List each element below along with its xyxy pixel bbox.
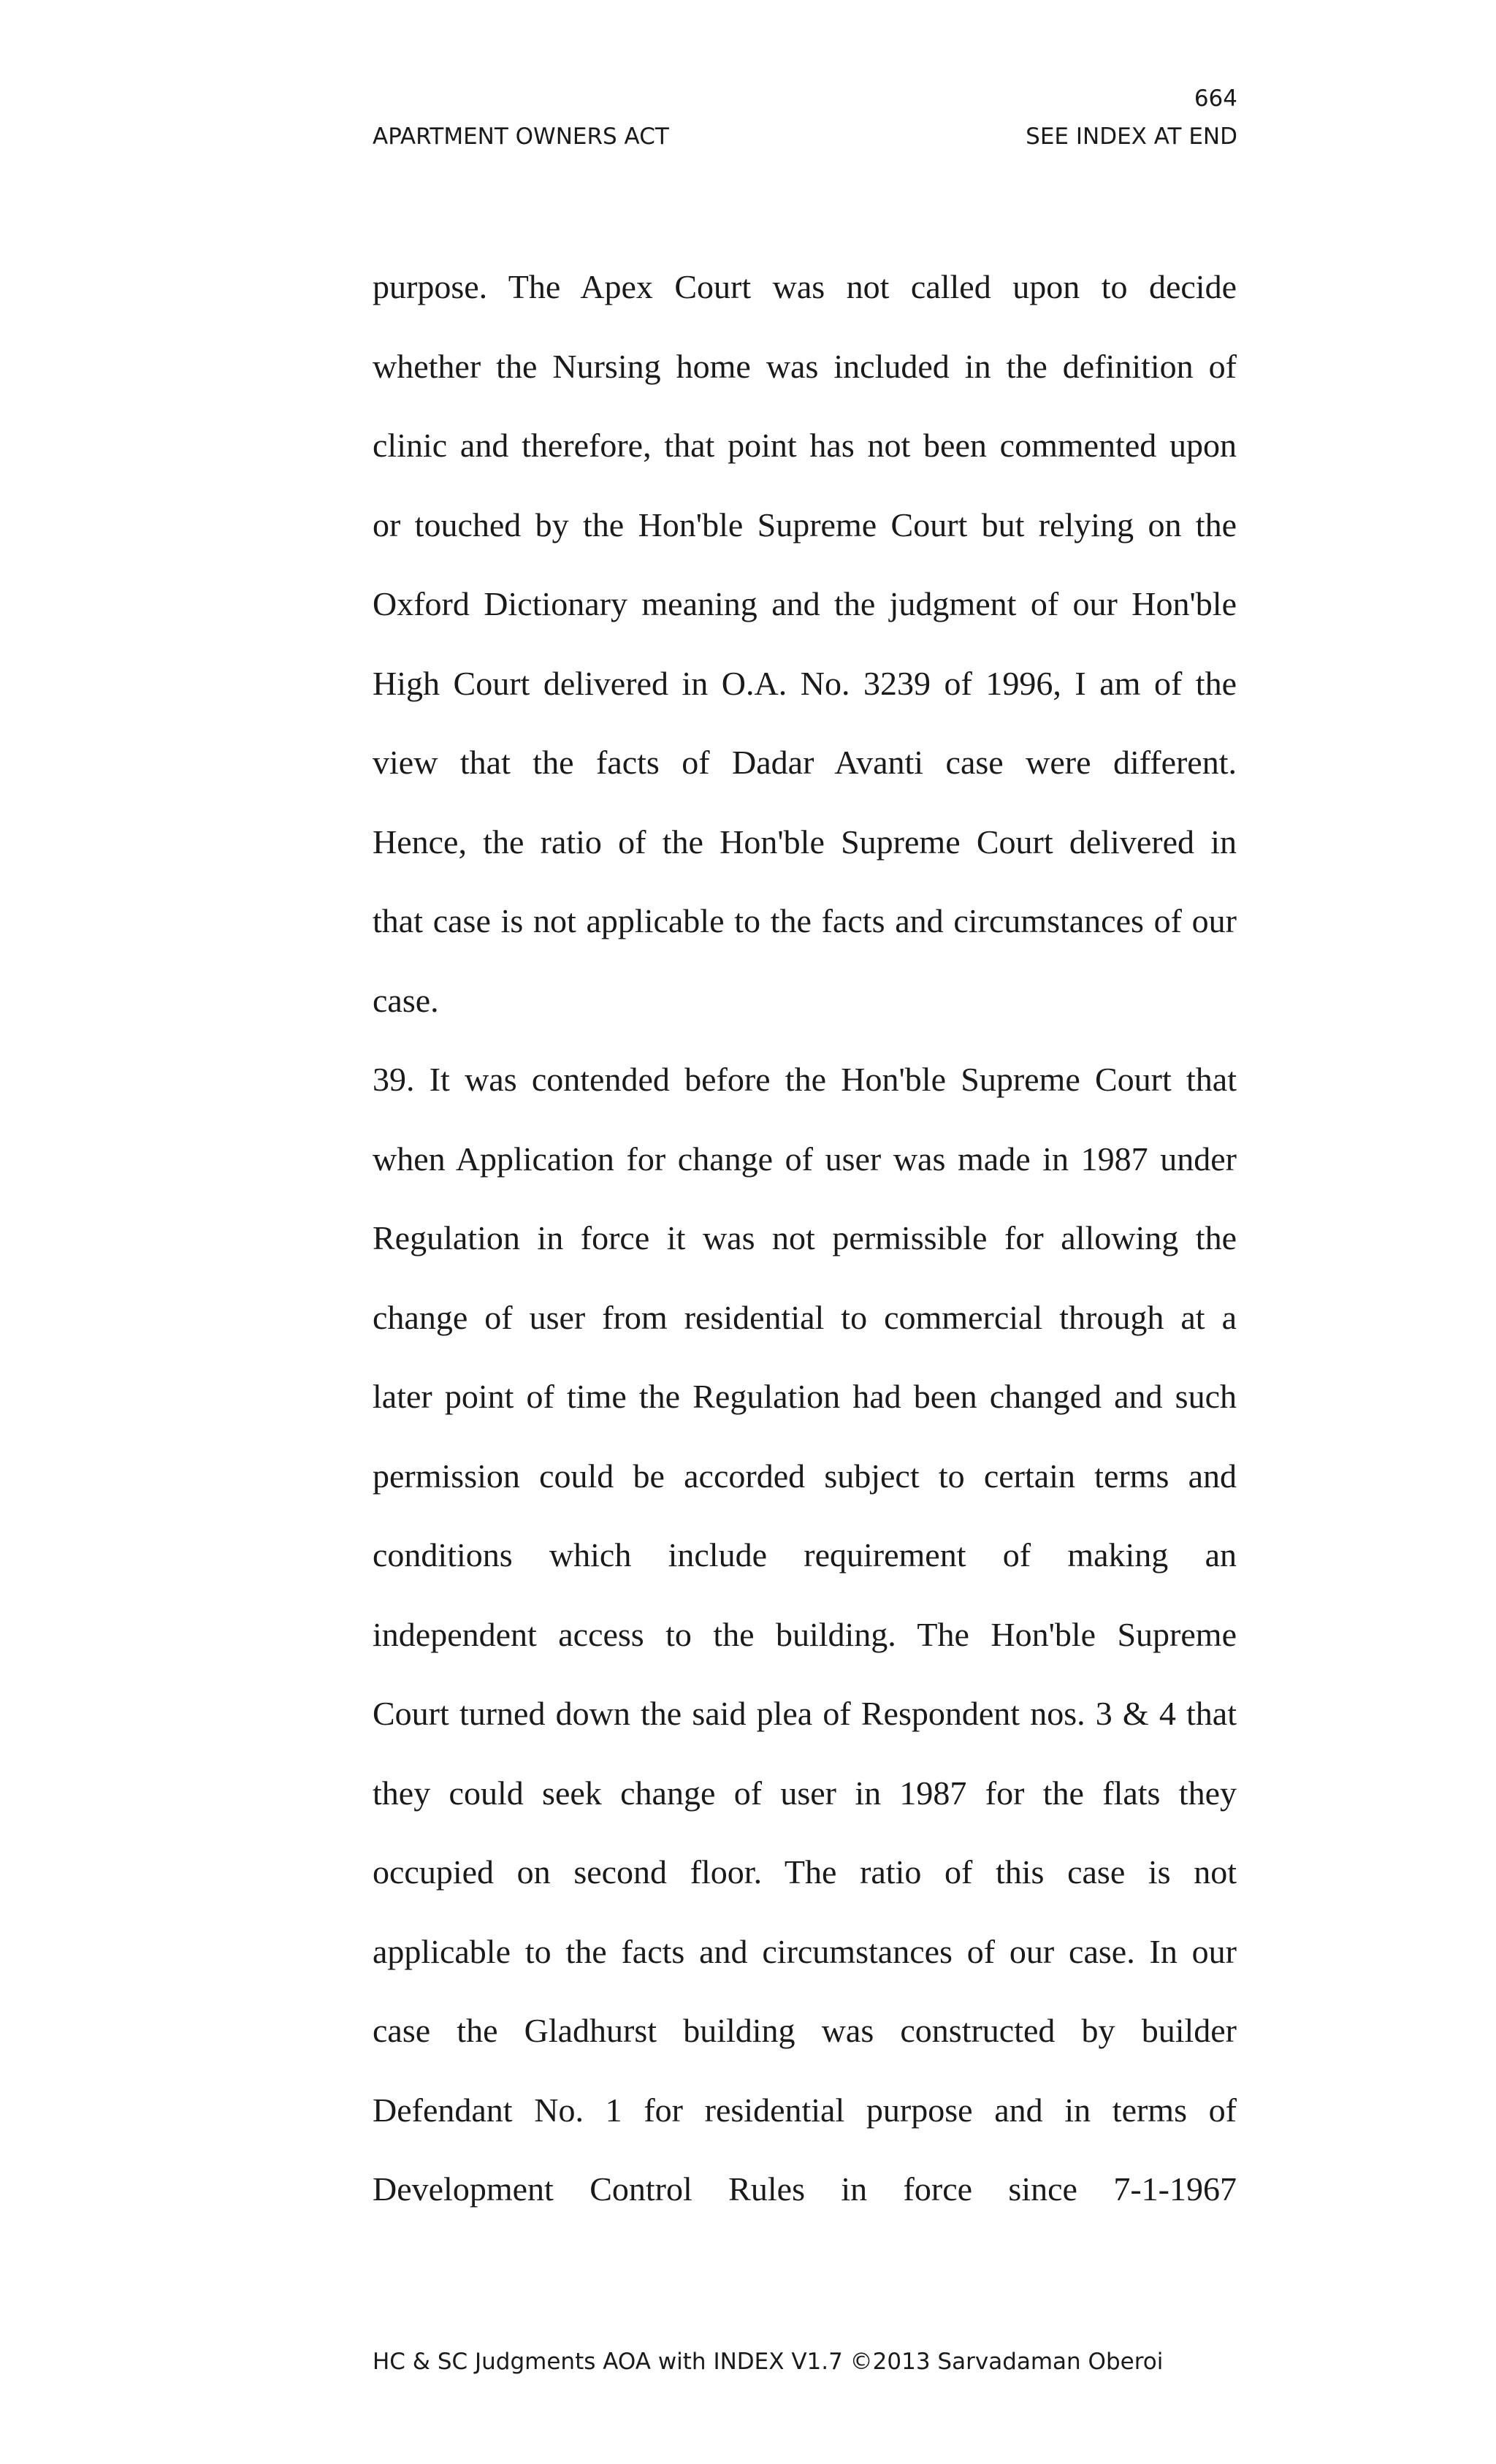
- body-line: Hence, the ratio of the Hon'ble Supreme Court delivered in: [373, 823, 1237, 861]
- body-line: permission could be accorded subject to certain terms and: [373, 1457, 1237, 1495]
- body-line: independent access to the building. The Hon'ble Supreme: [373, 1615, 1237, 1653]
- body-line: Court turned down the said plea of Respondent nos. 3 & 4 that: [373, 1695, 1237, 1732]
- body-line: or touched by the Hon'ble Supreme Court but relying on the: [373, 506, 1237, 543]
- body-line: case the Gladhurst building was constructed by builder: [373, 2012, 1237, 2049]
- body-line: conditions which include requirement of making an: [373, 1536, 1237, 1574]
- body-line: occupied on second floor. The ratio of this case is not: [373, 1853, 1237, 1891]
- body-line: Regulation in force it was not permissible for allowing the: [373, 1219, 1237, 1256]
- body-line: Defendant No. 1 for residential purpose and in terms of: [373, 2091, 1237, 2129]
- body-line: 39. It was contended before the Hon'ble Supreme Court that: [373, 1061, 1237, 1098]
- page-number: 664: [1194, 85, 1237, 112]
- body-line: applicable to the facts and circumstances of our case. In our: [373, 1932, 1237, 1970]
- body-line: Development Control Rules in force since 7-1-1967: [373, 2170, 1237, 2208]
- running-header-note: SEE INDEX AT END: [1026, 123, 1237, 150]
- judgment-text-body: [373, 262, 1237, 2243]
- body-line: clinic and therefore, that point has not been commented upon: [373, 427, 1237, 464]
- running-header-title: APARTMENT OWNERS ACT: [373, 123, 669, 150]
- page-footer: HC & SC Judgments AOA with INDEX V1.7 ©2013 Sarvadaman Oberoi: [373, 2349, 1164, 2375]
- body-line: later point of time the Regulation had been changed and such: [373, 1378, 1237, 1415]
- body-line: when Application for change of user was made in 1987 under: [373, 1140, 1237, 1178]
- body-line: that case is not applicable to the facts and circumstances of our: [373, 902, 1237, 939]
- body-line: purpose. The Apex Court was not called upon to decide: [373, 268, 1237, 305]
- body-line: High Court delivered in O.A. No. 3239 of 1996, I am of the: [373, 664, 1237, 702]
- body-line: view that the facts of Dadar Avanti case were different.: [373, 744, 1237, 781]
- body-line: whether the Nursing home was included in the definition of: [373, 347, 1237, 385]
- body-line: change of user from residential to commercial through at a: [373, 1298, 1237, 1336]
- body-line: they could seek change of user in 1987 for the flats they: [373, 1774, 1237, 1812]
- body-line: case.: [373, 981, 439, 1019]
- body-line: Oxford Dictionary meaning and the judgment of our Hon'ble: [373, 585, 1237, 622]
